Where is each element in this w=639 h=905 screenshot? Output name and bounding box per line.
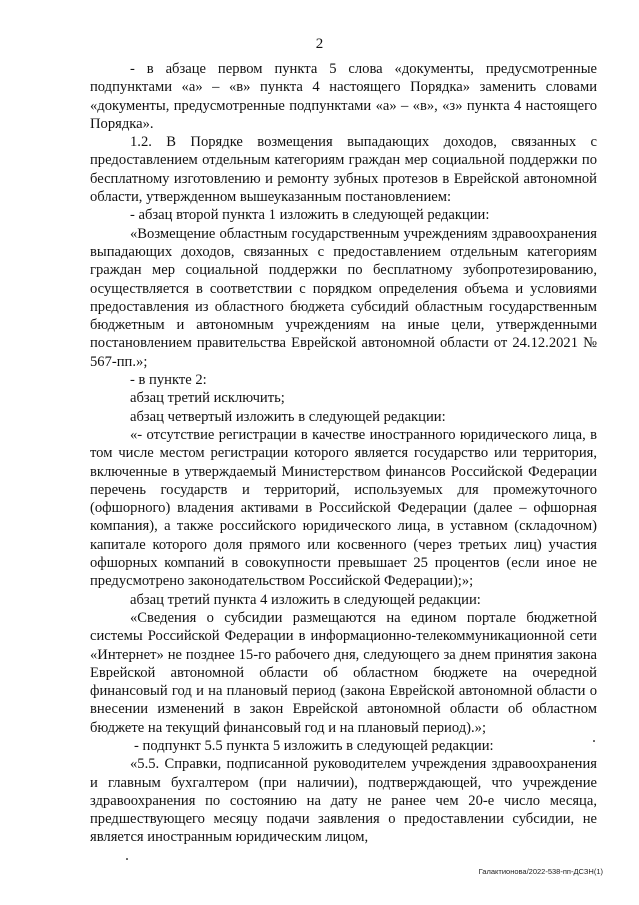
paragraph: «Сведения о субсидии размещаются на едином портале бюджетной системы Российской Федерации в информационно-телекоммуникационной сети «Интернет» не позднее 15-го рабочего дня, следующего за днем принятия закона Еврейской автономной области об областном бюджете на очередной финансовый год и на плановый период (закона Еврейской автономной области о внесении изменений в закон Еврейской автономной области об областном бюджете на текущий финансовый год и на плановый период).»; (90, 609, 597, 736)
scan-speck (593, 740, 595, 742)
paragraph: «- отсутствие регистрации в качестве иностранного юридического лица, в том числе местом регистрации которого является государство или территория, включенные в утверждаемый Министерством финансов Российской Федерации перечень государств и территорий, используемых для промежуточного (офшорного) владения активами в Российской Федерации (далее – офшорная компания), а также российского юридического лица, в уставном (складочном) капитале которого доля прямого или косвенного (через третьих лиц) участия офшорных компаний в совокупности превышает 25 процентов (если иное не предусмотрено законодательством Российской Федерации);»; (90, 426, 597, 590)
paragraph: «5.5. Справки, подписанной руководителем учреждения здравоохранения и главным бухгалтером (при наличии), подтверждающей, что учреждение здравоохранения по состоянию на дату не ранее чем 20-е число месяца, предшествующего месяцу подачи заявления о предоставлении субсидии, не является иностранным юридическим лицом, (90, 756, 597, 846)
paragraph: абзац третий исключить; (130, 390, 285, 407)
page-number: 2 (315, 36, 324, 52)
scan-speck (126, 858, 128, 860)
paragraph: 1.2. В Порядке возмещения выпадающих доходов, связанных с предоставлением отдельным категориям граждан мер социальной поддержки по бесплатному изготовлению и ремонту зубных протезов в Еврейской автономной области, утвержденном вышеуказанным постановлением: (90, 134, 597, 206)
paragraph: «Возмещение областным государственным учреждениям здравоохранения выпадающих доходов, связанных с предоставлением отдельным категориям граждан мер социальной поддержки по бесплатному зубопротезированию, осуществляется в соответствии с порядком определения объема и условиями предоставления из областного бюджета субсидий областным государственным бюджетным и автономным учреждениям на иные цели, утвержденными постановлением правительства Еврейской автономной области от 24.12.2021 № 567-пп.»; (90, 225, 597, 370)
document-footer-code: Галактионова/2022-538-пп-ДСЗН(1) (478, 867, 603, 876)
paragraph: - в абзаце первом пункта 5 слова «документы, предусмотренные подпунктами «а» – «в» пункта 4 настоящего Порядка» заменить словами «документы, предусмотренные подпунктами «а» – «в», «з» пункта 4 настоящего Порядка». (90, 61, 597, 132)
paragraph: - в пункте 2: (130, 372, 207, 389)
paragraph: абзац третий пункта 4 изложить в следующей редакции: (130, 591, 481, 608)
paragraph: - подпункт 5.5 пункта 5 изложить в следующей редакции: (134, 737, 494, 754)
paragraph: абзац четвертый изложить в следующей редакции: (130, 408, 446, 425)
document-body (90, 60, 597, 847)
paragraph: - абзац второй пункта 1 изложить в следующей редакции: (130, 207, 490, 224)
